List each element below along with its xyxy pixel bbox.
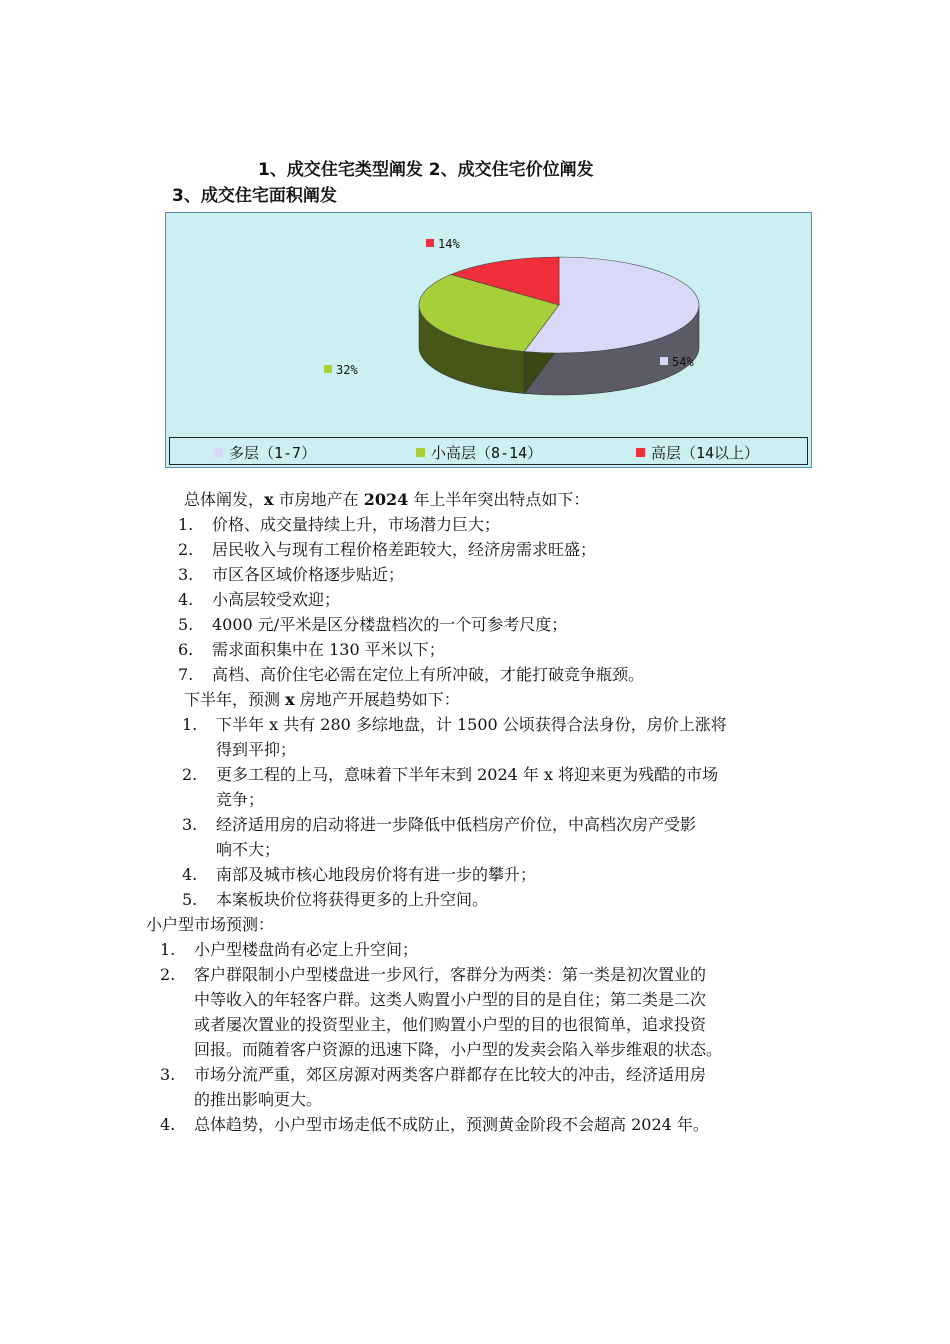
list-item: 1. 价格、成交量持续上升，市场潜力巨大； — [178, 515, 501, 534]
list-item-continuation: 的推出影响更大。 — [194, 1090, 323, 1109]
list-item-continuation: 得到平抑； — [216, 740, 297, 759]
list-item-continuation: 中等收入的年轻客户群。这类人购置小户型的目的是自住；第二类是二次 — [194, 990, 707, 1009]
intro-paragraph: 总体阐发，x 市房地产在 2024 年上半年突出特点如下： — [184, 490, 590, 509]
list-item: 3. 经济适用房的启动将进一步降低中低档房产价位，中高档次房产受影 — [182, 815, 697, 834]
forecast-paragraph: 下半年，预测 x 房地产开展趋势如下： — [184, 690, 460, 709]
list-item-continuation: 竞争； — [216, 790, 265, 809]
legend-item-mid: 小高层（8-14） — [416, 442, 542, 463]
section-heading-1: 1、成交住宅类型阐发 2、成交住宅价位阐发 — [258, 160, 594, 180]
legend-item-low: 多层（1-7） — [214, 442, 316, 463]
slice-label-high: 14% — [426, 237, 460, 251]
list-item: 5. 本案板块价位将获得更多的上升空间。 — [182, 890, 489, 909]
list-item: 7. 高档、高价住宅必需在定位上有所冲破，才能打破竞争瓶颈。 — [178, 665, 645, 684]
list-item: 1. 小户型楼盘尚有必定上升空间； — [160, 940, 419, 959]
list-item: 3. 市区各区域价格逐步贴近； — [178, 565, 405, 584]
list-item: 6. 需求面积集中在 130 平米以下； — [178, 640, 445, 659]
small-unit-title: 小户型市场预测： — [146, 915, 275, 934]
list-item-continuation: 响不大； — [216, 840, 281, 859]
list-item: 4. 南部及城市核心地段房价将有进一步的攀升； — [182, 865, 537, 884]
list-item: 3. 市场分流严重，郊区房源对两类客户群都存在比较大的冲击，经济适用房 — [160, 1065, 707, 1084]
chart-legend — [169, 437, 808, 465]
list-item: 2. 居民收入与现有工程价格差距较大，经济房需求旺盛； — [178, 540, 597, 559]
legend-item-high: 高层（14以上） — [636, 442, 759, 463]
list-item: 2. 更多工程的上马，意味着下半年末到 2024 年 x 将迎来更为残酷的市场 — [182, 765, 719, 784]
pie-chart-svg — [166, 213, 812, 437]
slice-label-mid: 32% — [324, 363, 358, 377]
list-item-continuation: 或者屡次置业的投资型业主，他们购置小户型的目的也很简单，追求投资 — [194, 1015, 707, 1034]
section-heading-2: 3、成交住宅面积阐发 — [172, 186, 337, 206]
list-item: 5. 4000 元/平米是区分楼盘档次的一个可参考尺度； — [178, 615, 568, 634]
slice-label-low: 54% — [660, 355, 694, 369]
list-item: 4. 总体趋势，小户型市场走低不成防止，预测黄金阶段不会超高 2024 年。 — [160, 1115, 709, 1134]
pie-chart — [165, 212, 812, 468]
list-item-continuation: 回报。而随着客户资源的迅速下降，小户型的发卖会陷入举步维艰的状态。 — [194, 1040, 723, 1059]
list-item: 1. 下半年 x 共有 280 多综地盘，计 1500 公顷获得合法身份，房价上涨将 — [182, 715, 727, 734]
list-item: 2. 客户群限制小户型楼盘进一步风行，客群分为两类：第一类是初次置业的 — [160, 965, 707, 984]
list-item: 4. 小高层较受欢迎； — [178, 590, 341, 609]
